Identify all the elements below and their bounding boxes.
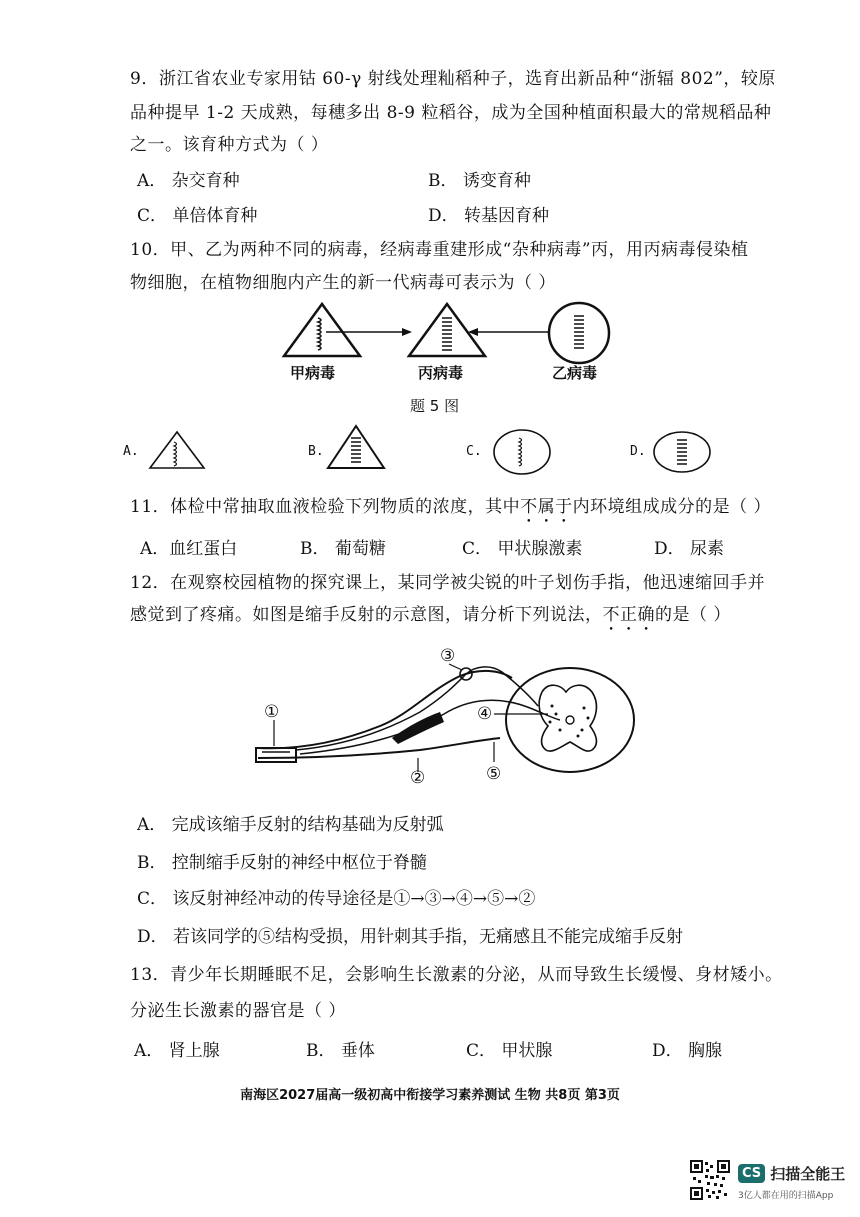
scanner-tagline: 3亿人都在用的扫描App (738, 1191, 834, 1201)
q9-option-b[interactable]: B． 诱变育种 (428, 171, 531, 191)
q11-option-c[interactable]: C． 甲状腺激素 (462, 539, 583, 559)
bing-rna-coil-icon (442, 318, 452, 350)
neuron-dots (549, 705, 590, 738)
qr-code-icon (690, 1160, 730, 1200)
marker-2: ② (410, 768, 426, 788)
reflex-arc-diagram (0, 630, 860, 800)
page-footer: 南海区2027届高一级初高中衔接学习素养测试 生物 共8页 第3页 (240, 1088, 620, 1103)
option-b-coil-icon (351, 438, 361, 462)
option-a-triangle-icon (150, 432, 204, 468)
afferent-nerve-line (296, 667, 538, 750)
q10-stem-line1: 10．甲、乙为两种不同的病毒，经病毒重建形成“杂种病毒”丙，用丙病毒侵染植 (130, 240, 749, 260)
q9-stem-line2: 品种提早 1-2 天成熟，每穗多出 8-9 粒稻谷，成为全国种植面积最大的常规稻品种 (130, 103, 772, 123)
option-c-coil-icon (519, 438, 522, 466)
label-jia-virus: 甲病毒 (290, 364, 336, 382)
q10-option-figures (0, 420, 860, 480)
q11-stem-emphasis: 不属于 (520, 497, 573, 517)
label-yi-virus: 乙病毒 (552, 364, 598, 382)
q10-option-a[interactable]: A. (123, 444, 139, 459)
q13-option-a[interactable]: A． 肾上腺 (134, 1041, 220, 1061)
q13-option-d[interactable]: D． 胸腺 (652, 1041, 723, 1061)
arm-upper-outline (258, 671, 512, 748)
q9-option-c[interactable]: C． 单倍体育种 (137, 206, 258, 226)
yi-virus-circle-icon (549, 303, 609, 363)
spinal-cord-outline (506, 668, 634, 772)
q10-option-d[interactable]: D. (630, 444, 646, 459)
q12-option-d[interactable]: D． 若该同学的⑤结构受损，用针刺其手指，无痛感且不能完成缩手反射 (137, 927, 684, 947)
q11-stem-post: 内环境组成成分的是（ ） (572, 497, 772, 517)
scanner-app-name: 扫描全能王 (770, 1165, 846, 1183)
q13-stem-line2: 分泌生长激素的器官是（ ） (130, 1001, 346, 1021)
q11-option-a[interactable]: A．血红蛋白 (140, 539, 238, 559)
q11-option-b[interactable]: B． 葡萄糖 (300, 539, 386, 559)
q9-option-d[interactable]: D． 转基因育种 (428, 206, 550, 226)
marker-3: ③ (440, 646, 456, 666)
q12-option-c[interactable]: C． 该反射神经冲动的传导途径是①→③→④→⑤→② (137, 889, 536, 909)
q13-stem-line1: 13．青少年长期睡眠不足，会影响生长激素的分泌，从而导致生长缓慢、身材矮小。 (130, 965, 783, 985)
hand-icon (256, 748, 296, 762)
q12-stem-post: 的是（ ） (655, 605, 731, 625)
q11-stem (130, 492, 771, 527)
jia-virus-triangle-icon (284, 304, 360, 356)
cs-logo-icon: CS (738, 1164, 765, 1183)
q10-stem-line2: 物细胞，在植物细胞内产生的新一代病毒可表示为（ ） (130, 273, 556, 293)
q12-stem-line1: 12．在观察校园植物的探究课上，某同学被尖锐的叶子划伤手指，他迅速缩回手并 (130, 573, 766, 593)
marker-5: ⑤ (486, 764, 502, 784)
q12-stem-emphasis: 不正确 (602, 605, 655, 625)
scanner-watermark (738, 1163, 845, 1201)
option-a-coil-icon (174, 442, 177, 466)
q12-option-a[interactable]: A． 完成该缩手反射的结构基础为反射弧 (137, 815, 444, 835)
q9-option-a[interactable]: A． 杂交育种 (137, 171, 240, 191)
central-canal-icon (566, 716, 574, 724)
yi-rna-coil-icon (574, 316, 584, 348)
q10-option-b[interactable]: B. (308, 444, 324, 459)
marker-4: ④ (477, 704, 493, 724)
q10-option-c[interactable]: C. (466, 444, 482, 459)
q12-option-b[interactable]: B． 控制缩手反射的神经中枢位于脊髓 (137, 853, 427, 873)
q12-stem-pre: 感觉到了疼痛。如图是缩手反射的示意图，请分析下列说法， (130, 605, 603, 625)
figure-caption: 题 5 图 (410, 397, 460, 415)
q11-option-d[interactable]: D． 尿素 (654, 539, 725, 559)
label-bing-virus: 丙病毒 (418, 364, 464, 382)
option-d-coil-icon (677, 440, 687, 464)
q11-stem-pre: 11．体检中常抽取血液检验下列物质的浓度，其中 (130, 497, 521, 517)
q13-option-b[interactable]: B． 垂体 (306, 1041, 375, 1061)
q9-stem-line3: 之一。该育种方式为（ ） (130, 135, 329, 155)
q13-option-c[interactable]: C． 甲状腺 (466, 1041, 553, 1061)
marker-1: ① (264, 702, 280, 722)
jia-rna-coil-icon (318, 318, 321, 350)
q9-stem-line1: 9．浙江省农业专家用钴 60-γ 射线处理籼稻种子，选育出新品种“浙辐 802”，较原 (130, 69, 776, 89)
